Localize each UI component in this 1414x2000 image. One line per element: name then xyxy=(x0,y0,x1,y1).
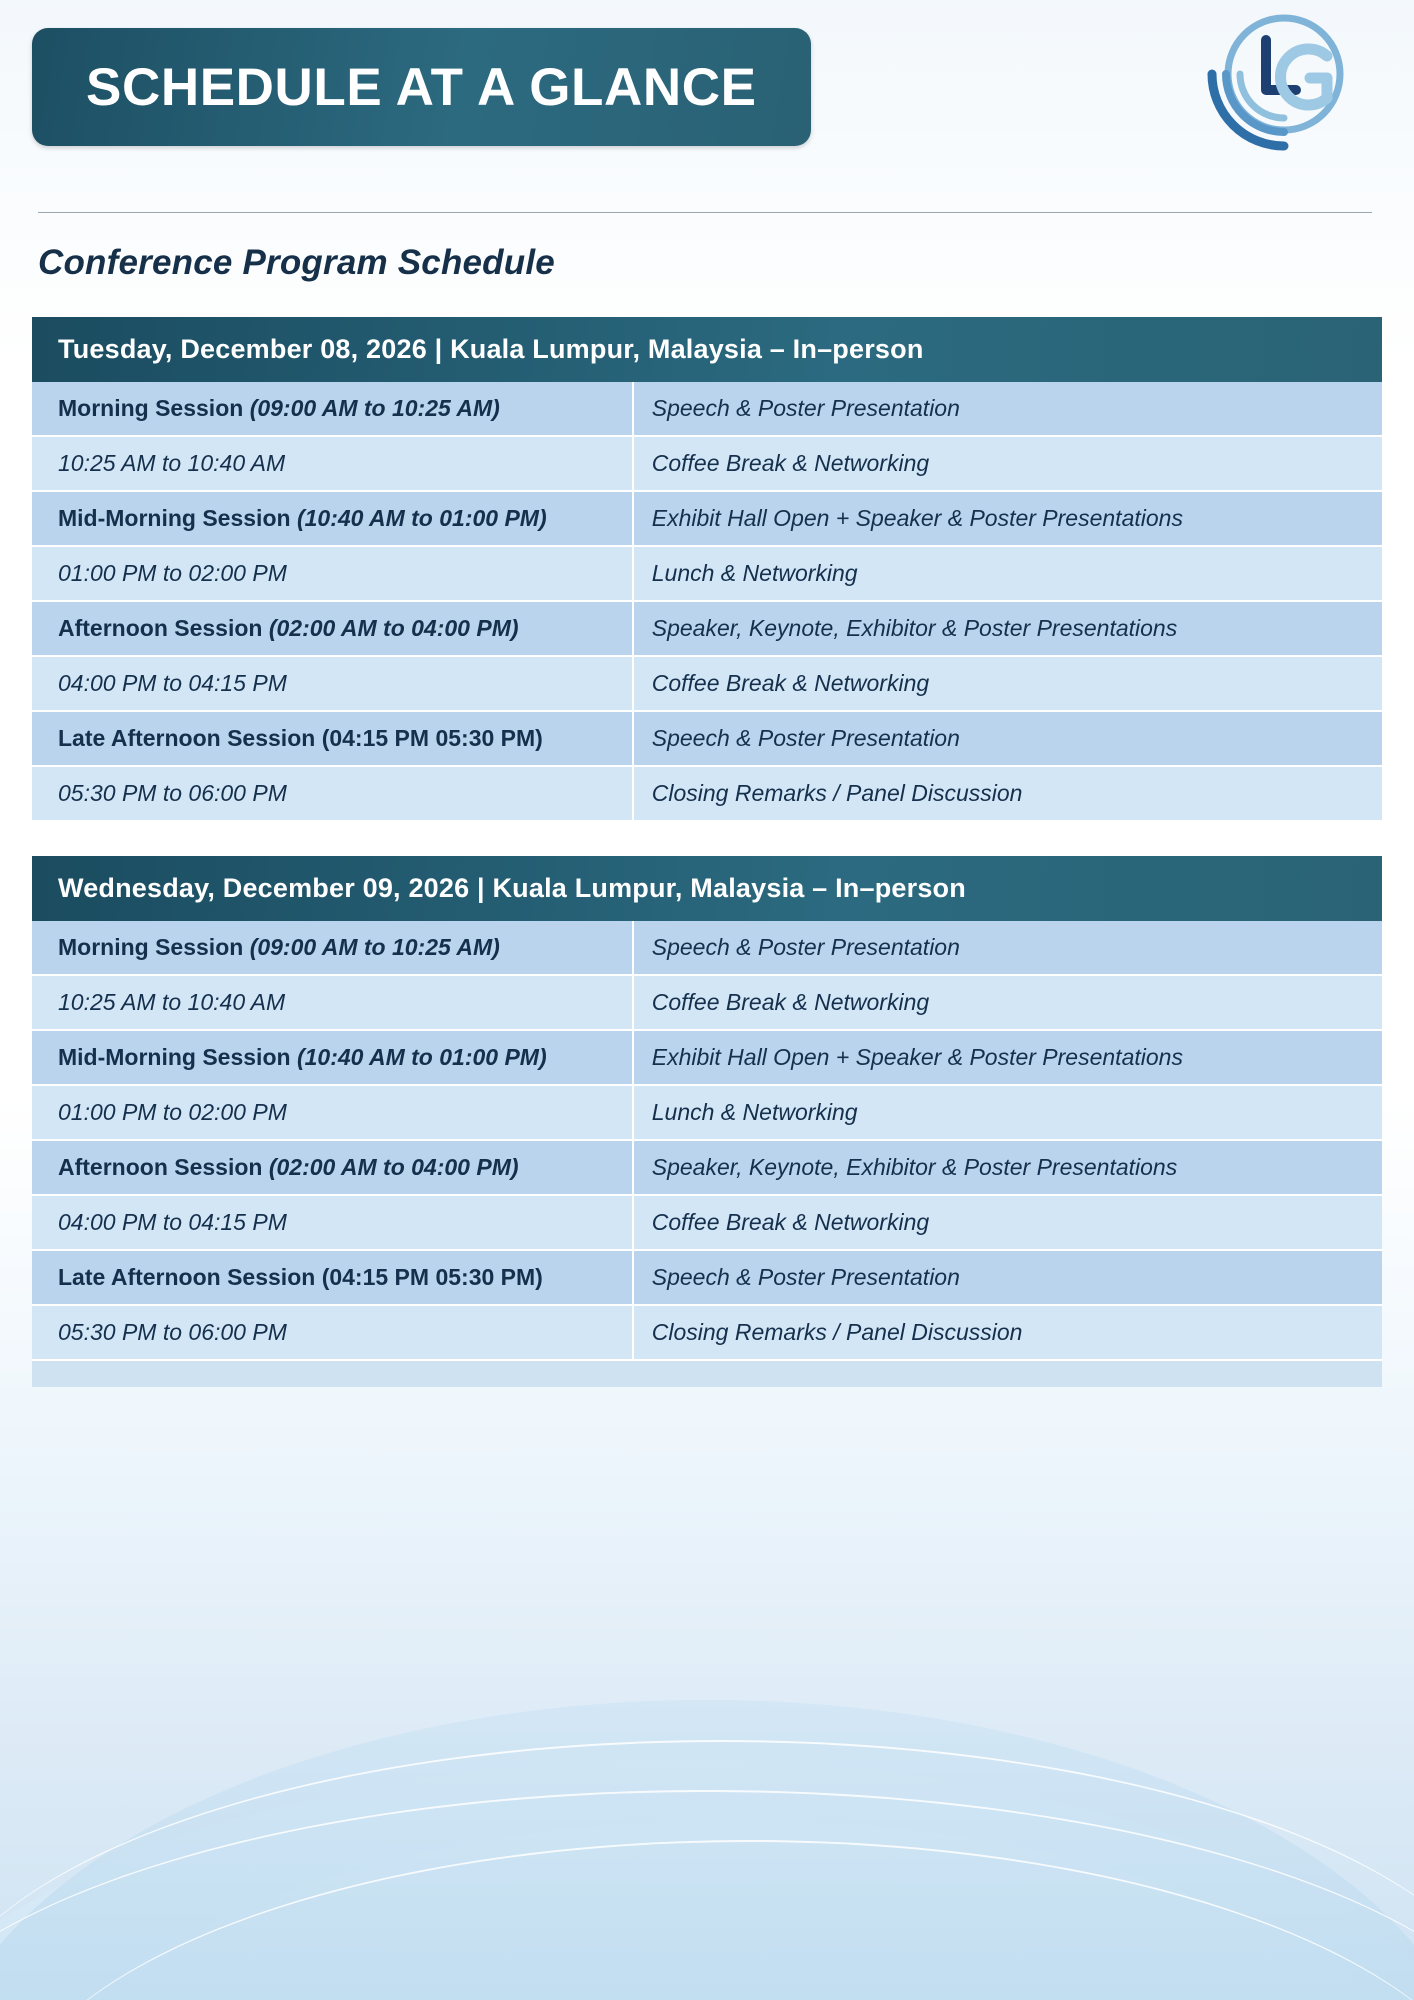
table-row xyxy=(32,1195,1382,1250)
session-label: Late Afternoon Session xyxy=(58,1264,322,1290)
session-time-cell xyxy=(32,1140,633,1195)
session-desc-cell: Speech & Poster Presentation xyxy=(633,921,1382,975)
session-time: 05:30 PM to 06:00 PM xyxy=(58,780,287,806)
session-time: (04:15 PM 05:30 PM) xyxy=(321,1264,543,1290)
session-desc-cell: Speech & Poster Presentation xyxy=(633,382,1382,436)
session-desc-cell: Coffee Break & Networking xyxy=(633,656,1382,711)
session-time-cell xyxy=(32,975,633,1030)
session-time: 04:00 PM to 04:15 PM xyxy=(58,1209,287,1235)
background-wave-2 xyxy=(0,1760,1414,2000)
session-time-cell xyxy=(32,766,633,821)
table-row xyxy=(32,1250,1382,1305)
table-row xyxy=(32,491,1382,546)
session-time: 10:25 AM to 10:40 AM xyxy=(58,989,286,1015)
table-row xyxy=(32,1085,1382,1140)
table-row xyxy=(32,1305,1382,1360)
table-row xyxy=(32,546,1382,601)
session-time-cell xyxy=(32,382,633,436)
session-desc-cell: Speech & Poster Presentation xyxy=(633,1250,1382,1305)
session-desc-cell: Coffee Break & Networking xyxy=(633,436,1382,491)
session-time-cell xyxy=(32,656,633,711)
session-desc-cell: Exhibit Hall Open + Speaker & Poster Presentations xyxy=(633,1030,1382,1085)
session-time-cell xyxy=(32,1305,633,1360)
session-label: Mid-Morning Session xyxy=(58,505,297,531)
session-time: (10:40 AM to 01:00 PM) xyxy=(296,1044,547,1070)
day-block-1 xyxy=(32,317,1382,822)
session-time-cell xyxy=(32,1195,633,1250)
session-desc-cell: Speech & Poster Presentation xyxy=(633,711,1382,766)
table-row xyxy=(32,382,1382,436)
background-wave-line-3 xyxy=(0,1840,1414,2000)
session-label: Afternoon Session xyxy=(58,1154,269,1180)
background-wave-line-1 xyxy=(0,1740,1414,2000)
day-block-2 xyxy=(32,856,1382,1387)
schedule-table-1 xyxy=(32,382,1382,822)
table-row xyxy=(32,601,1382,656)
session-time: 10:25 AM to 10:40 AM xyxy=(58,450,286,476)
table-row xyxy=(32,921,1382,975)
title-banner xyxy=(32,28,811,146)
session-time-cell xyxy=(32,436,633,491)
session-desc-cell: Closing Remarks / Panel Discussion xyxy=(633,766,1382,821)
table-row xyxy=(32,766,1382,821)
table-row xyxy=(32,975,1382,1030)
table-row xyxy=(32,711,1382,766)
session-desc-cell: Speaker, Keynote, Exhibitor & Poster Presentations xyxy=(633,601,1382,656)
table-row xyxy=(32,1140,1382,1195)
session-time: 05:30 PM to 06:00 PM xyxy=(58,1319,287,1345)
header-divider xyxy=(38,212,1372,213)
bottom-spacer xyxy=(0,1387,1414,1427)
session-label: Afternoon Session xyxy=(58,615,269,641)
section-title: Conference Program Schedule xyxy=(38,243,555,282)
session-label: Morning Session xyxy=(58,395,250,421)
session-desc-cell: Lunch & Networking xyxy=(633,1085,1382,1140)
session-time: (10:40 AM to 01:00 PM) xyxy=(296,505,547,531)
session-desc-cell: Lunch & Networking xyxy=(633,546,1382,601)
table-row xyxy=(32,656,1382,711)
session-time: (02:00 AM to 04:00 PM) xyxy=(268,615,519,641)
session-desc-cell: Speaker, Keynote, Exhibitor & Poster Presentations xyxy=(633,1140,1382,1195)
session-label: Late Afternoon Session xyxy=(58,725,322,751)
table-row xyxy=(32,436,1382,491)
page-title: SCHEDULE AT A GLANCE xyxy=(86,57,757,117)
session-time: (09:00 AM to 10:25 AM) xyxy=(249,395,500,421)
session-time-cell xyxy=(32,711,633,766)
session-time: (09:00 AM to 10:25 AM) xyxy=(249,934,500,960)
session-desc-cell: Closing Remarks / Panel Discussion xyxy=(633,1305,1382,1360)
session-label: Morning Session xyxy=(58,934,250,960)
background-wave-1 xyxy=(0,1700,1414,2000)
session-time-cell xyxy=(32,1085,633,1140)
day-header-2: Wednesday, December 09, 2026 | Kuala Lumpur, Malaysia – In–person xyxy=(32,856,1382,921)
session-time: (04:15 PM 05:30 PM) xyxy=(321,725,543,751)
session-time: 01:00 PM to 02:00 PM xyxy=(58,560,287,586)
table-row xyxy=(32,1030,1382,1085)
lg-logo-icon xyxy=(1192,12,1362,162)
session-time: (02:00 AM to 04:00 PM) xyxy=(268,1154,519,1180)
session-time: 01:00 PM to 02:00 PM xyxy=(58,1099,287,1125)
schedule-table-2 xyxy=(32,921,1382,1361)
session-time-cell xyxy=(32,1030,633,1085)
session-time-cell xyxy=(32,921,633,975)
background-wave-3 xyxy=(0,1820,1414,2000)
table-footer-strip xyxy=(32,1361,1382,1387)
session-time-cell xyxy=(32,1250,633,1305)
session-time-cell xyxy=(32,546,633,601)
session-desc-cell: Exhibit Hall Open + Speaker & Poster Presentations xyxy=(633,491,1382,546)
session-desc-cell: Coffee Break & Networking xyxy=(633,1195,1382,1250)
page-header xyxy=(0,0,1414,200)
session-label: Mid-Morning Session xyxy=(58,1044,297,1070)
session-time-cell xyxy=(32,601,633,656)
session-desc-cell: Coffee Break & Networking xyxy=(633,975,1382,1030)
background-wave-line-2 xyxy=(0,1790,1414,2000)
session-time-cell xyxy=(32,491,633,546)
session-time: 04:00 PM to 04:15 PM xyxy=(58,670,287,696)
day-header-1: Tuesday, December 08, 2026 | Kuala Lumpur, Malaysia – In–person xyxy=(32,317,1382,382)
